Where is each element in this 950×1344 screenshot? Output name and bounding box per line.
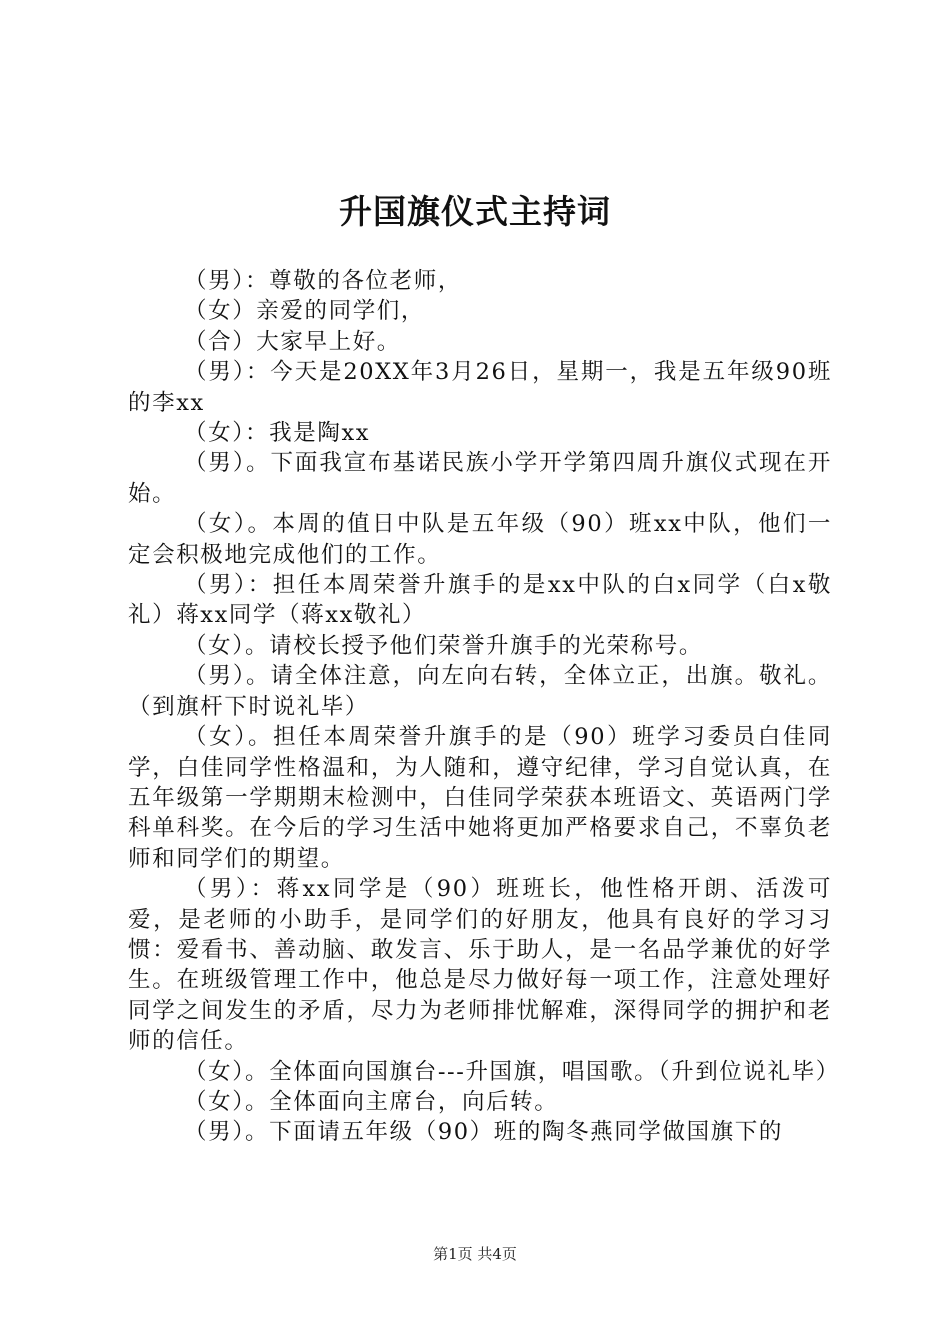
paragraph: （女）。担任本周荣誉升旗手的是（90）班学习委员白佳同学，白佳同学性格温和，为人随和，遵守纪律，学习自觉认真，在五年级第一学期期末检测中，白佳同学荣获本班语文、英语两门学科单科奖。在今后的学习生活中她将更加严格要求自己，不辜负老师和同学们的期望。: [128, 724, 832, 872]
paragraph: （女）。本周的值日中队是五年级（90）班xx中队，他们一定会积极地完成他们的工作。: [128, 511, 832, 568]
paragraph: （女）。请校长授予他们荣誉升旗手的光荣称号。: [184, 632, 703, 659]
document-body: [128, 266, 840, 1148]
paragraph: （男）：尊敬的各位老师，: [184, 268, 462, 294]
paragraph: （男）。下面请五年级（90）班的陶冬燕同学做国旗下的: [184, 1119, 783, 1146]
paragraph: （男）：担任本周荣誉升旗手的是xx中队的白x同学（白x敬礼）蒋xx同学（蒋xx敬礼）: [128, 572, 832, 629]
paragraph: （男）：今天是20XX年3月26日，星期一，我是五年级90班的李xx: [128, 359, 832, 416]
paragraph: （合）大家早上好。: [184, 328, 401, 355]
paragraph: （女）亲爱的同学们，: [184, 298, 426, 325]
paragraph: （女）。全体面向主席台，向后转。: [184, 1088, 559, 1115]
page-footer: 第1页 共4页: [433, 1245, 517, 1263]
paragraph: （女）。全体面向国旗台---升国旗，唱国歌。（升到位说礼毕）: [184, 1058, 840, 1085]
paragraph: （男）。下面我宣布基诺民族小学开学第四周升旗仪式现在开始。: [128, 450, 832, 507]
paragraph: （女）：我是陶xx: [184, 420, 371, 447]
paragraph: （男）。请全体注意，向左向右转，全体立正，出旗。敬礼。（到旗杆下时说礼毕）: [128, 663, 832, 720]
paragraph: （男）：蒋xx同学是（90）班班长，他性格开朗、活泼可爱，是老师的小助手，是同学们的好朋友，他具有良好的学习习惯：爱看书、善动脑、敢发言、乐于助人，是一名品学兼优的好学生。在班级管理工作中，他总是尽力做好每一项工作，注意处理好同学之间发生的矛盾，尽力为老师排忧解难，深得同学的拥护和老师的信任。: [128, 876, 832, 1055]
document-title: 升国旗仪式主持词: [339, 192, 611, 231]
